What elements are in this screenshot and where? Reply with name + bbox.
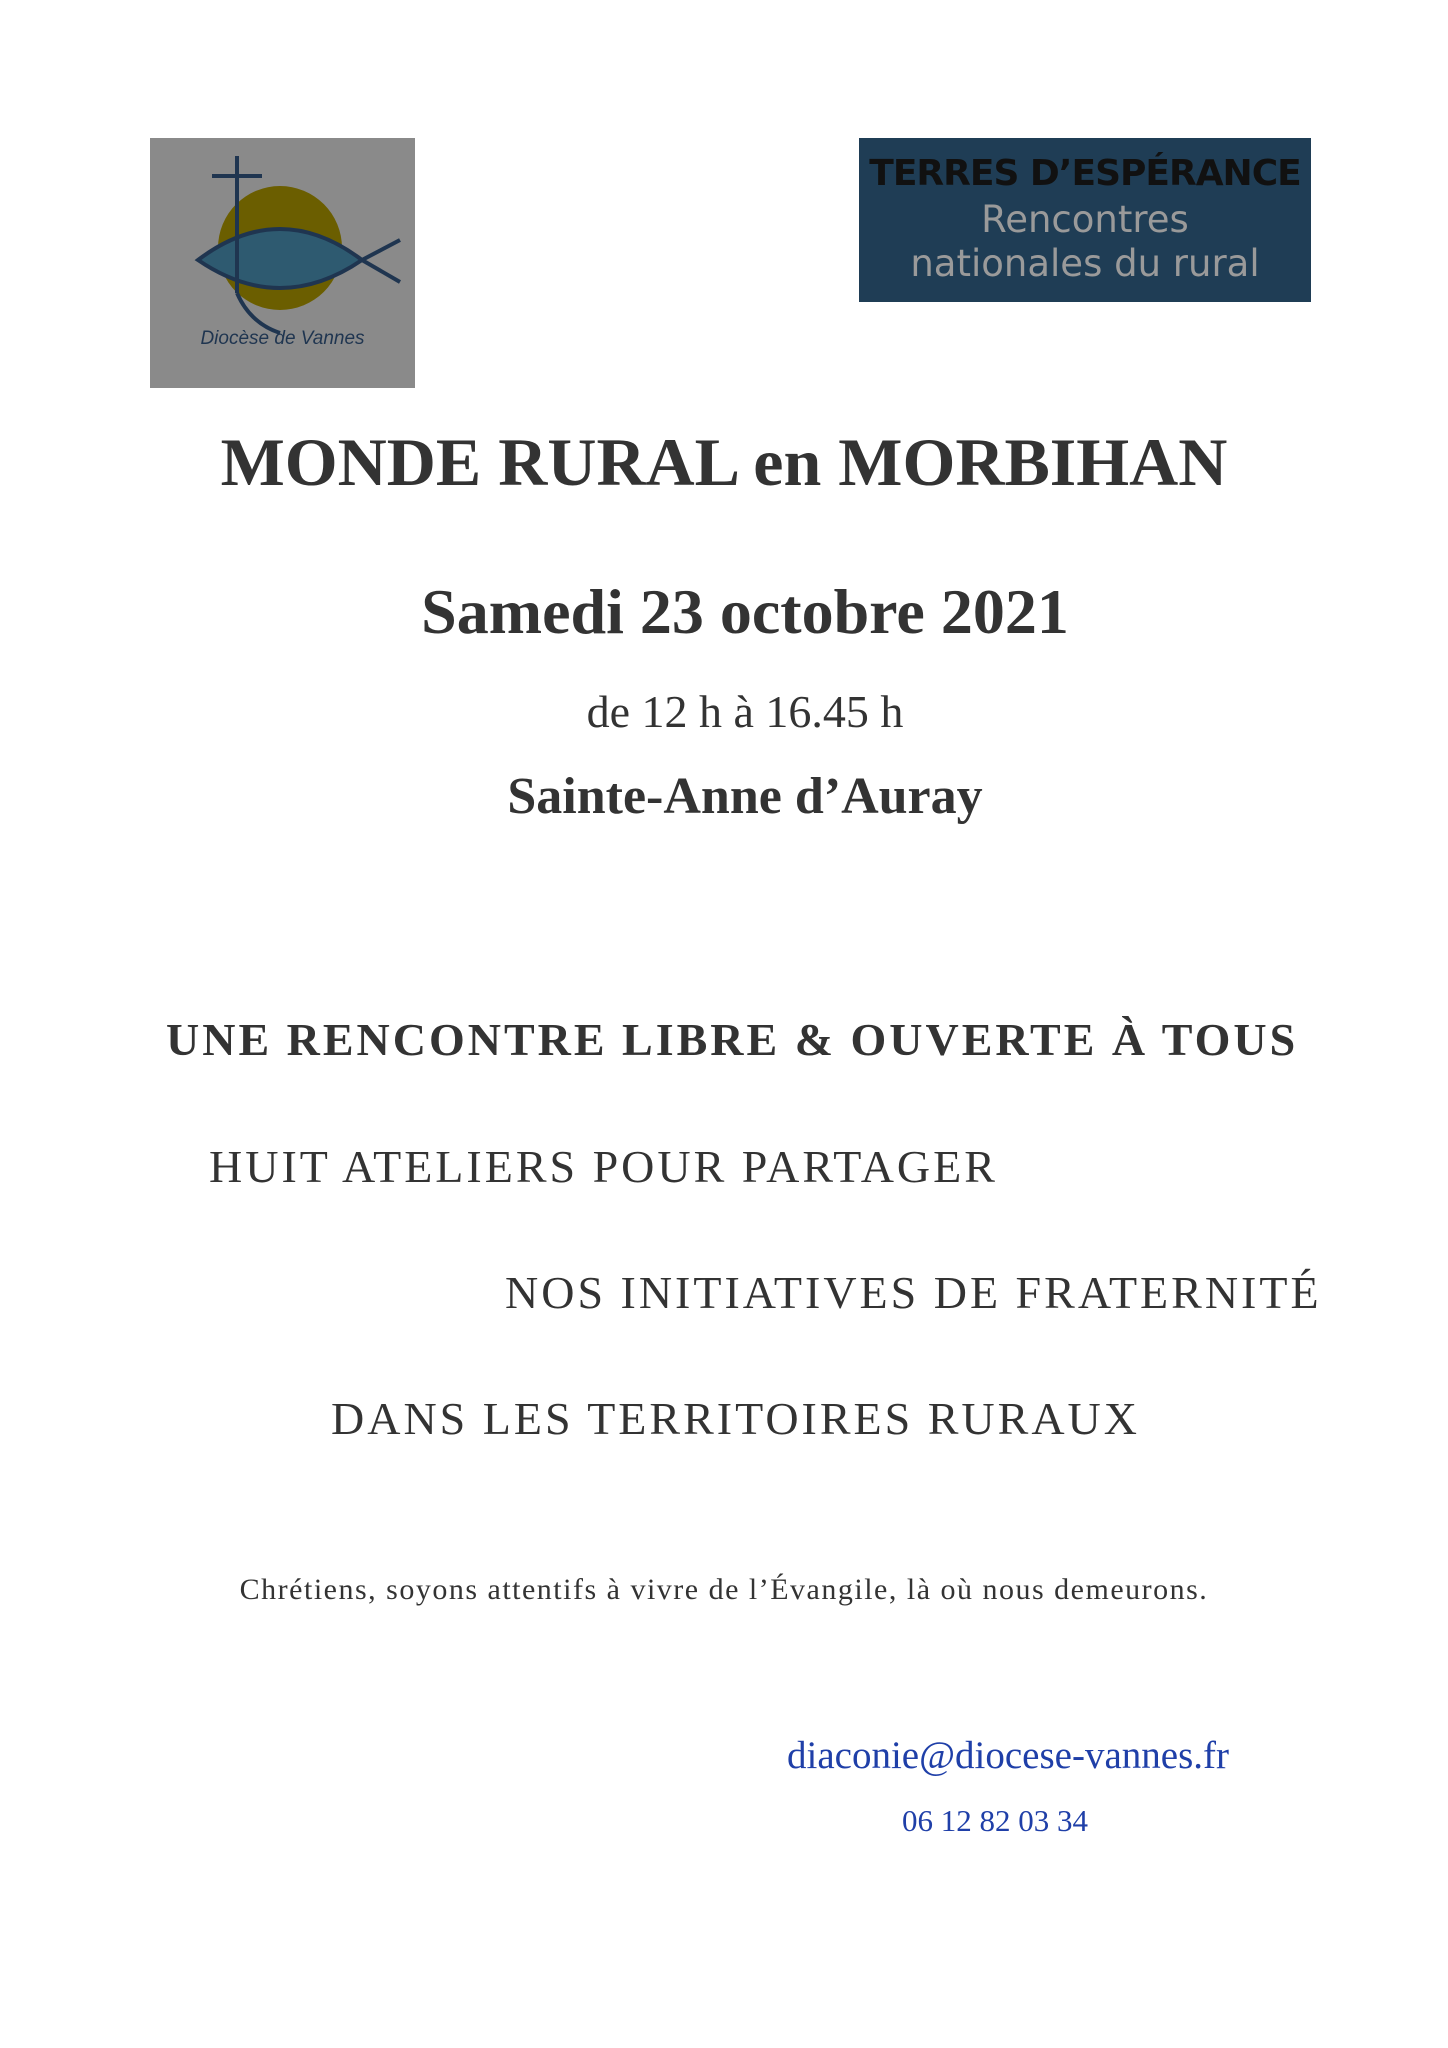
terres-esperance-subtitle-2: nationales du rural: [910, 242, 1260, 285]
terres-esperance-subtitle-1: Rencontres: [981, 198, 1189, 241]
quote-text: Chrétiens, soyons attentifs à vivre de l’Évangile, là où nous demeurons.: [239, 1573, 1209, 1606]
contact-phone: 06 12 82 03 34: [902, 1803, 1088, 1838]
event-time: de 12 h à 16.45 h: [586, 686, 904, 737]
headline-line-4: DANS LES TERRITOIRES RURAUX: [331, 1393, 1140, 1444]
event-place: Sainte-Anne d’Auray: [507, 768, 983, 825]
headline-line-2: HUIT ATELIERS POUR PARTAGER: [209, 1141, 998, 1192]
page-title: MONDE RURAL en MORBIHAN: [220, 424, 1228, 500]
contact-email-link[interactable]: diaconie@diocese-vannes.fr: [787, 1734, 1229, 1777]
headline-line-3: NOS INITIATIVES DE FRATERNITÉ: [505, 1267, 1322, 1318]
headline-line-1: UNE RENCONTRE LIBRE & OUVERTE À TOUS: [166, 1014, 1299, 1065]
event-date: Samedi 23 octobre 2021: [421, 576, 1069, 647]
diocese-logo: [150, 138, 415, 388]
diocese-logo-caption: Diocèse de Vannes: [200, 328, 365, 349]
terres-esperance-title: TERRES D’ESPÉRANCE: [869, 153, 1301, 194]
terres-esperance-logo: [859, 138, 1311, 302]
fish-cross-icon: [150, 138, 415, 388]
